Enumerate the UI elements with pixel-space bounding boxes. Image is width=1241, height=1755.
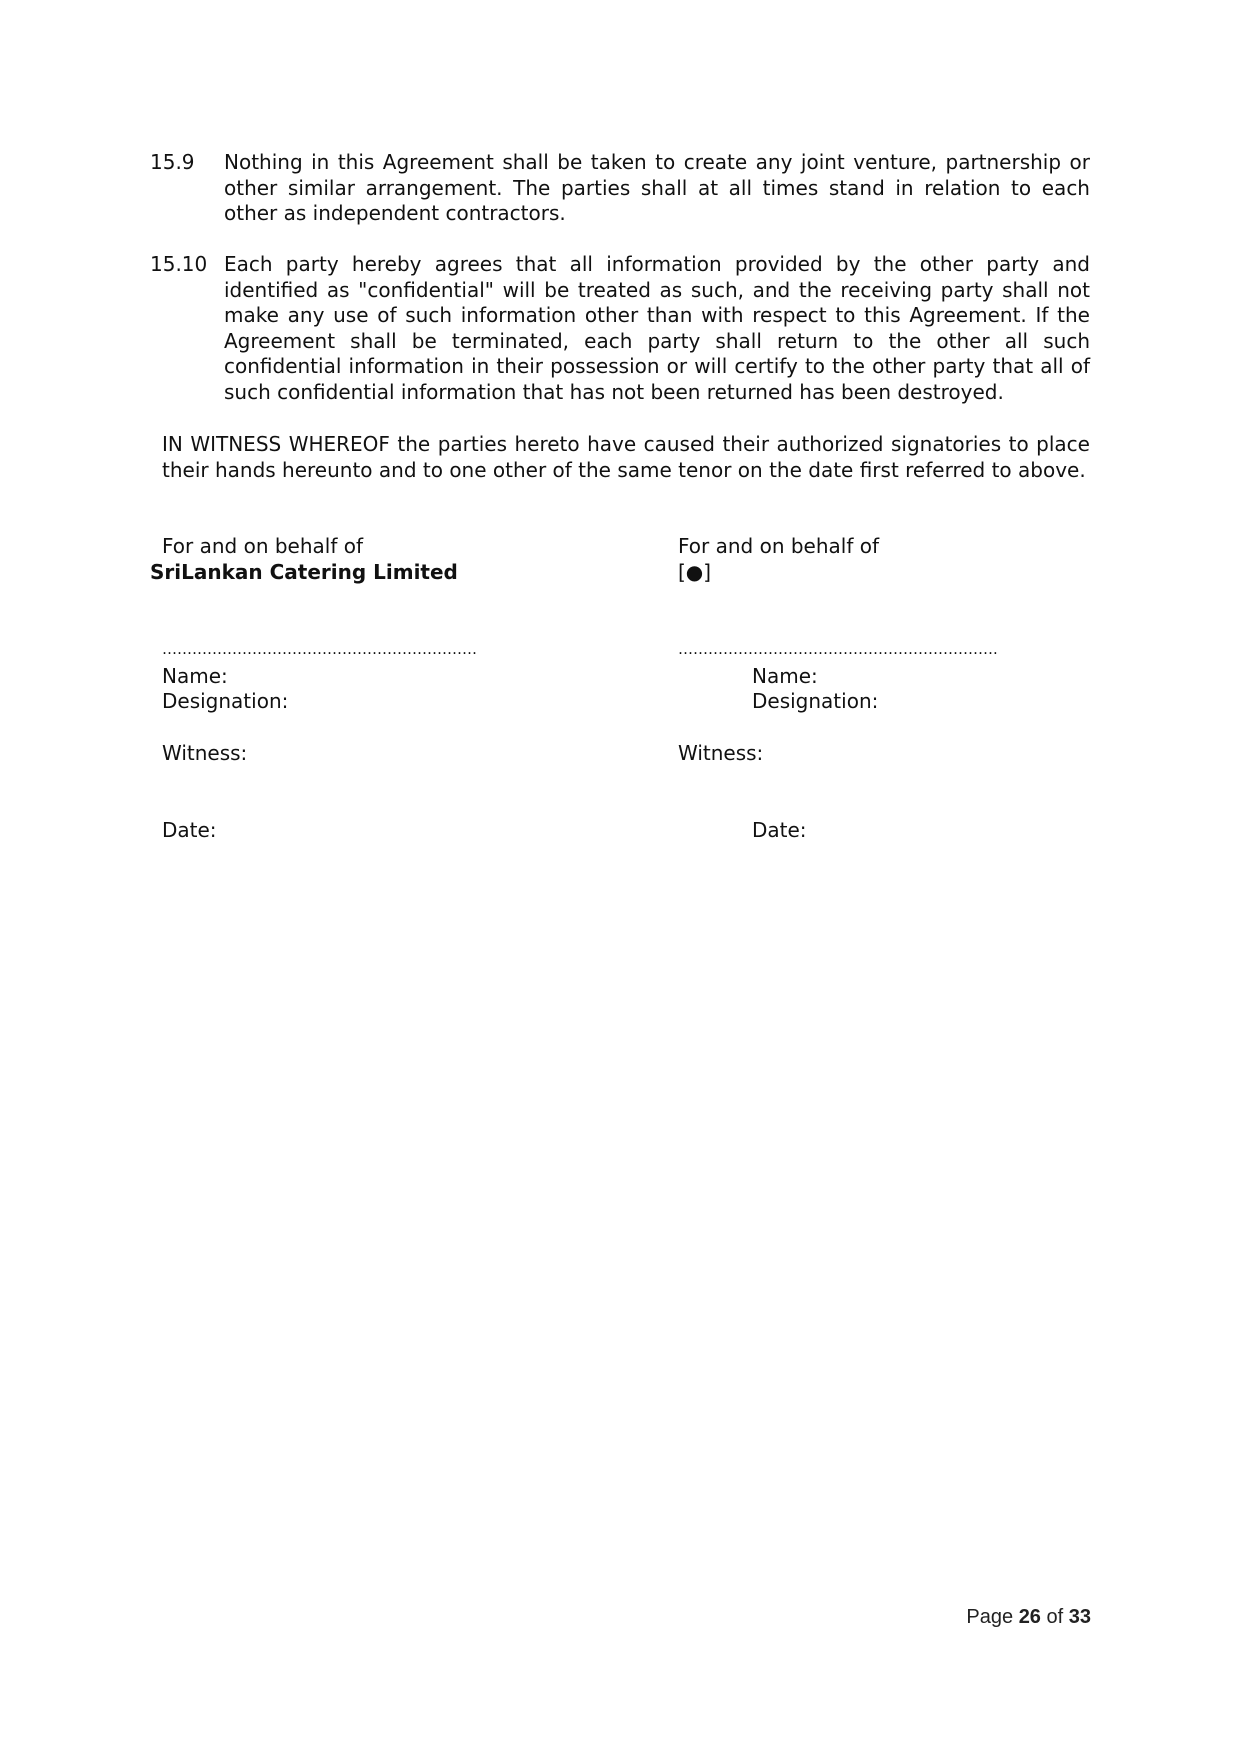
right-witness-label: Witness: xyxy=(678,741,764,765)
right-designation-label: Designation: xyxy=(752,689,879,713)
page-number-footer xyxy=(966,1605,1091,1631)
right-on-behalf-label: For and on behalf of xyxy=(678,534,880,558)
clause-number: 15.10 xyxy=(150,252,208,276)
left-party-name: SriLankan Catering Limited xyxy=(150,560,458,584)
left-signature-line: ……………………………………………………… xyxy=(162,640,477,658)
right-signature-line: ………………………………………………………. xyxy=(678,640,998,658)
footer-of-word: of xyxy=(1046,1606,1064,1628)
footer-page-word: Page xyxy=(966,1606,1014,1628)
clause-15-9 xyxy=(150,150,1090,227)
clause-text: Each party hereby agrees that all information provided by the other party and identified as "confidential" will be treated as such, and the receiving party shall not make any use of such information other than with respect to this Agreement. If the Agreement shall be terminated, each party shall return to the other all such confidential information in their possession or will certify to the other party that all of such confidential information that has not been returned has been destroyed. xyxy=(224,252,1090,404)
clause-text: Nothing in this Agreement shall be taken to create any joint venture, partnership or other similar arrangement. The parties shall at all times stand in relation to each other as independent contractors. xyxy=(224,150,1090,225)
clause-number: 15.9 xyxy=(150,150,195,174)
right-party-placeholder: [●] xyxy=(678,560,712,584)
left-on-behalf-label: For and on behalf of xyxy=(162,534,364,558)
right-name-label: Name: xyxy=(752,664,818,688)
footer-current-page: 26 xyxy=(1018,1606,1041,1628)
left-designation-label: Designation: xyxy=(162,689,289,713)
in-witness-paragraph: IN WITNESS WHEREOF the parties hereto have caused their authorized signatories to place their hands hereunto and to one other of the same tenor on the date first referred to above. xyxy=(162,432,1090,482)
left-witness-label: Witness: xyxy=(162,741,248,765)
footer-total-pages: 33 xyxy=(1068,1606,1091,1628)
clause-15-10 xyxy=(150,252,1090,405)
left-name-label: Name: xyxy=(162,664,228,688)
right-date-label: Date: xyxy=(752,818,807,842)
left-date-label: Date: xyxy=(162,818,217,842)
